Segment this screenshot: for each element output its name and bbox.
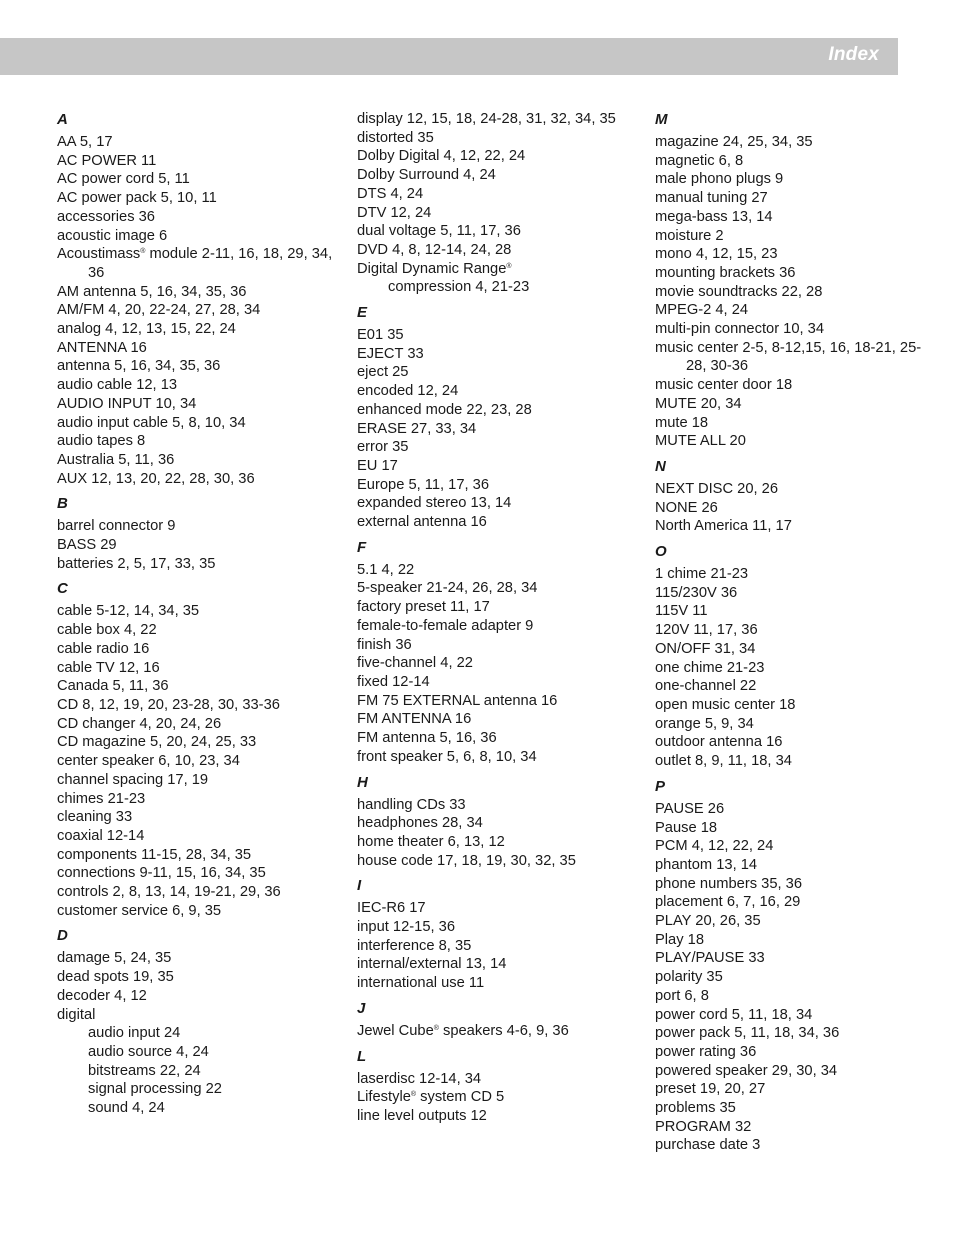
index-entry: finish 36 (357, 636, 412, 653)
index-entry: placement 6, 7, 16, 29 (655, 894, 801, 911)
index-entry: controls 2, 8, 13, 14, 19-21, 29, 36 (57, 884, 281, 901)
index-entry: 5-speaker 21-24, 26, 28, 34 (357, 580, 538, 597)
index-entry: female-to-female adapter 9 (357, 617, 534, 634)
index-entry: PROGRAM 32 (655, 1118, 752, 1135)
index-entry: EU 17 (357, 457, 398, 474)
index-entry: error 35 (357, 439, 409, 456)
index-entry: Australia 5, 11, 36 (57, 451, 175, 468)
index-entry: 115V 11 (655, 603, 708, 620)
index-column-1 (57, 110, 337, 1124)
index-entry: MUTE 20, 34 (655, 395, 742, 412)
entry-term: Lifestyle (357, 1089, 411, 1106)
index-entry: PLAY 20, 26, 35 (655, 913, 761, 930)
section-letter: M (655, 111, 668, 128)
index-entry: outdoor antenna 16 (655, 734, 783, 751)
section-letter: B (57, 495, 68, 513)
index-entry: mute 18 (655, 414, 709, 431)
index-entry: one chime 21-23 (655, 659, 765, 676)
index-entry: compression 4, 21-23 (388, 279, 530, 296)
index-entry (357, 1022, 637, 1041)
index-entry: barrel connector 9 (57, 518, 176, 535)
index-section (655, 110, 935, 451)
index-entry: North America 11, 17 (655, 518, 792, 535)
entry-pages: system CD 5 (416, 1089, 505, 1106)
index-entry: music center door 18 (655, 377, 793, 394)
index-entry: laserdisc 12-14, 34 (357, 1070, 482, 1087)
index-entry: batteries 2, 5, 17, 33, 35 (57, 555, 216, 572)
index-entry: home theater 6, 13, 12 (357, 833, 505, 850)
index-section (357, 538, 637, 767)
index-entry: accessories 36 (57, 208, 155, 225)
index-entry (357, 260, 637, 279)
index-entry: 115/230V 36 (655, 584, 738, 601)
index-entry: AC power cord 5, 11 (57, 171, 190, 188)
index-entry: enhanced mode 22, 23, 28 (357, 401, 532, 418)
index-entry: CD magazine 5, 20, 24, 25, 33 (57, 734, 257, 751)
index-entry: dual voltage 5, 11, 17, 36 (357, 223, 521, 240)
index-entry: mega-bass 13, 14 (655, 208, 773, 225)
index-entry: 1 chime 21-23 (655, 566, 749, 583)
registered-mark: ® (410, 1091, 417, 1099)
index-entry: connections 9-11, 15, 16, 34, 35 (57, 865, 266, 882)
index-entry: customer service 6, 9, 35 (57, 902, 222, 919)
index-entry: ON/OFF 31, 34 (655, 640, 756, 657)
index-entry: moisture 2 (655, 227, 724, 244)
index-entry: distorted 35 (357, 129, 434, 146)
index-entry: cable box 4, 22 (57, 622, 157, 639)
index-entry: dead spots 19, 35 (57, 969, 174, 986)
index-entry: DVD 4, 8, 12-14, 24, 28 (357, 241, 512, 258)
index-entry: port 6, 8 (655, 987, 709, 1004)
index-section (655, 542, 935, 771)
index-entry: phantom 13, 14 (655, 856, 758, 873)
section-letter: A (57, 111, 68, 128)
index-entry: ERASE 27, 33, 34 (357, 420, 477, 437)
index-section (655, 777, 935, 1155)
index-entry: headphones 28, 34 (357, 815, 483, 832)
index-entry: MUTE ALL 20 (655, 433, 746, 450)
index-entry: 5.1 4, 22 (357, 561, 415, 578)
index-section (57, 110, 337, 488)
index-entry: international use 11 (357, 975, 485, 992)
index-entry: line level outputs 12 (357, 1107, 487, 1124)
registered-mark: ® (433, 1024, 439, 1032)
index-entry: eject 25 (357, 364, 409, 381)
index-entry: AA 5, 17 (57, 134, 113, 150)
section-letter: P (655, 777, 666, 795)
index-entry: FM antenna 5, 16, 36 (357, 730, 497, 747)
section-letter: D (57, 927, 68, 945)
index-entry: Play 18 (655, 931, 704, 948)
index-entry: sound 4, 24 (88, 1100, 165, 1117)
index-entry: one-channel 22 (655, 678, 757, 695)
header-bar (0, 38, 898, 75)
index-entry: AM antenna 5, 16, 34, 35, 36 (57, 283, 247, 300)
index-entry: components 11-15, 28, 34, 35 (57, 846, 252, 863)
index-entry: AM/FM 4, 20, 22-24, 27, 28, 34 (57, 302, 261, 319)
index-entry: ANTENNA 16 (57, 339, 147, 356)
index-entry: CD changer 4, 20, 24, 26 (57, 715, 222, 732)
index-entry: damage 5, 24, 35 (57, 950, 172, 967)
index-entry: music center 2-5, 8-12,15, 16, 18-21, 25-28, 30-36 (655, 339, 922, 375)
section-letter: N (655, 457, 666, 475)
index-entry: NONE 26 (655, 499, 718, 516)
entry-term: Digital Dynamic Range (357, 260, 507, 277)
index-entry: analog 4, 12, 13, 15, 22, 24 (57, 321, 236, 338)
index-column-3 (655, 110, 935, 1161)
index-entry: acoustic image 6 (57, 227, 168, 244)
index-entry: AC power pack 5, 10, 11 (57, 190, 217, 207)
index-entry: CD 8, 12, 19, 20, 23-28, 30, 33-36 (57, 696, 280, 713)
index-entry: outlet 8, 9, 11, 18, 34 (655, 753, 792, 770)
registered-mark: ® (140, 248, 146, 256)
index-entry: MPEG-2 4, 24 (655, 302, 749, 319)
index-section (57, 494, 337, 573)
index-section (57, 926, 337, 1117)
index-entry: house code 17, 18, 19, 30, 32, 35 (357, 852, 576, 869)
index-entry: mono 4, 12, 15, 23 (655, 246, 778, 263)
index-section (357, 773, 637, 871)
index-section (357, 110, 637, 297)
index-entry: bitstreams 22, 24 (88, 1062, 201, 1079)
index-entry: fixed 12-14 (357, 673, 430, 690)
index-entry: antenna 5, 16, 34, 35, 36 (57, 358, 221, 375)
index-entry: interference 8, 35 (357, 937, 472, 954)
index-entry: input 12-15, 36 (357, 919, 455, 936)
index-entry: mounting brackets 36 (655, 264, 796, 281)
index-entry: cable radio 16 (57, 640, 150, 657)
index-entry: internal/external 13, 14 (357, 956, 507, 973)
index-entry (57, 245, 337, 282)
index-entry: multi-pin connector 10, 34 (655, 321, 824, 338)
index-entry: FM 75 EXTERNAL antenna 16 (357, 692, 558, 709)
index-section (655, 457, 935, 536)
index-entry: power cord 5, 11, 18, 34 (655, 1006, 813, 1023)
index-entry: open music center 18 (655, 696, 796, 713)
index-entry: NEXT DISC 20, 26 (655, 480, 778, 497)
index-entry: front speaker 5, 6, 8, 10, 34 (357, 748, 537, 765)
index-entry: encoded 12, 24 (357, 383, 459, 400)
index-entry: manual tuning 27 (655, 190, 768, 207)
index-entry (357, 1088, 637, 1107)
section-letter: L (357, 1047, 367, 1065)
index-entry: preset 19, 20, 27 (655, 1081, 766, 1098)
section-letter: E (357, 304, 368, 322)
index-entry: phone numbers 35, 36 (655, 875, 802, 892)
index-entry: male phono plugs 9 (655, 171, 784, 188)
section-letter: J (357, 999, 366, 1017)
index-section (357, 876, 637, 993)
index-entry: purchase date 3 (655, 1137, 761, 1154)
index-entry: polarity 35 (655, 969, 723, 986)
index-section (357, 303, 637, 532)
index-entry: channel spacing 17, 19 (57, 771, 209, 788)
index-entry: magnetic 6, 8 (655, 152, 744, 169)
index-entry: audio cable 12, 13 (57, 377, 178, 394)
entry-term: Jewel Cube (357, 1022, 434, 1039)
index-entry: display 12, 15, 18, 24-28, 31, 32, 34, 35 (357, 111, 616, 127)
index-entry: Dolby Digital 4, 12, 22, 24 (357, 148, 526, 165)
index-entry: AUDIO INPUT 10, 34 (57, 395, 197, 412)
index-entry: DTV 12, 24 (357, 204, 432, 221)
index-section (57, 579, 337, 920)
index-entry: Europe 5, 11, 17, 36 (357, 476, 490, 493)
entry-pages: speakers 4-6, 9, 36 (438, 1022, 569, 1039)
page-title: Index (828, 44, 879, 65)
index-entry: problems 35 (655, 1100, 736, 1117)
index-column-2 (357, 110, 637, 1132)
section-letter: C (57, 580, 68, 598)
index-entry: EJECT 33 (357, 345, 424, 362)
index-entry: signal processing 22 (88, 1081, 222, 1098)
index-entry: PLAY/PAUSE 33 (655, 950, 765, 967)
index-entry: AC POWER 11 (57, 152, 157, 169)
index-entry: power rating 36 (655, 1043, 757, 1060)
index-entry: powered speaker 29, 30, 34 (655, 1062, 838, 1079)
index-section (357, 999, 637, 1041)
index-entry: expanded stereo 13, 14 (357, 495, 512, 512)
index-entry: orange 5, 9, 34 (655, 715, 754, 732)
section-letter: F (357, 538, 367, 556)
index-entry: Canada 5, 11, 36 (57, 678, 169, 695)
entry-pages: module 2-11, 16, 18, 29, 34, 36 (88, 246, 333, 281)
index-entry: PCM 4, 12, 22, 24 (655, 838, 774, 855)
index-entry: E01 35 (357, 327, 404, 344)
index-entry: factory preset 11, 17 (357, 599, 490, 616)
index-entry: Dolby Surround 4, 24 (357, 167, 496, 184)
index-entry: audio tapes 8 (57, 433, 146, 450)
index-entry: cleaning 33 (57, 809, 133, 826)
index-entry: cable TV 12, 16 (57, 659, 160, 676)
index-entry: IEC-R6 17 (357, 900, 426, 917)
index-entry: magazine 24, 25, 34, 35 (655, 134, 813, 150)
index-entry: cable 5-12, 14, 34, 35 (57, 603, 200, 620)
index-entry: PAUSE 26 (655, 800, 725, 817)
index-entry: Pause 18 (655, 819, 718, 836)
index-entry: AUX 12, 13, 20, 22, 28, 30, 36 (57, 470, 255, 487)
index-entry: chimes 21-23 (57, 790, 146, 807)
index-entry: external antenna 16 (357, 514, 487, 531)
index-entry: audio input 24 (88, 1025, 181, 1042)
index-entry: DTS 4, 24 (357, 185, 424, 202)
index-entry: handling CDs 33 (357, 796, 466, 813)
index-entry: digital (57, 1006, 96, 1023)
index-entry: decoder 4, 12 (57, 987, 147, 1004)
section-letter: I (357, 877, 362, 895)
index-entry: audio source 4, 24 (88, 1043, 209, 1060)
index-entry: audio input cable 5, 8, 10, 34 (57, 414, 246, 431)
registered-mark: ® (506, 262, 512, 270)
index-entry: BASS 29 (57, 537, 117, 554)
index-entry: center speaker 6, 10, 23, 34 (57, 753, 240, 770)
index-entry: power pack 5, 11, 18, 34, 36 (655, 1025, 840, 1042)
index-entry: five-channel 4, 22 (357, 655, 473, 672)
section-letter: H (357, 773, 368, 791)
index-entry: FM ANTENNA 16 (357, 711, 472, 728)
index-entry: movie soundtracks 22, 28 (655, 283, 823, 300)
index-entry: 120V 11, 17, 36 (655, 622, 758, 639)
index-section (357, 1047, 637, 1126)
section-letter: O (655, 543, 667, 561)
index-entry: coaxial 12-14 (57, 827, 145, 844)
entry-term: Acoustimass (57, 246, 141, 263)
